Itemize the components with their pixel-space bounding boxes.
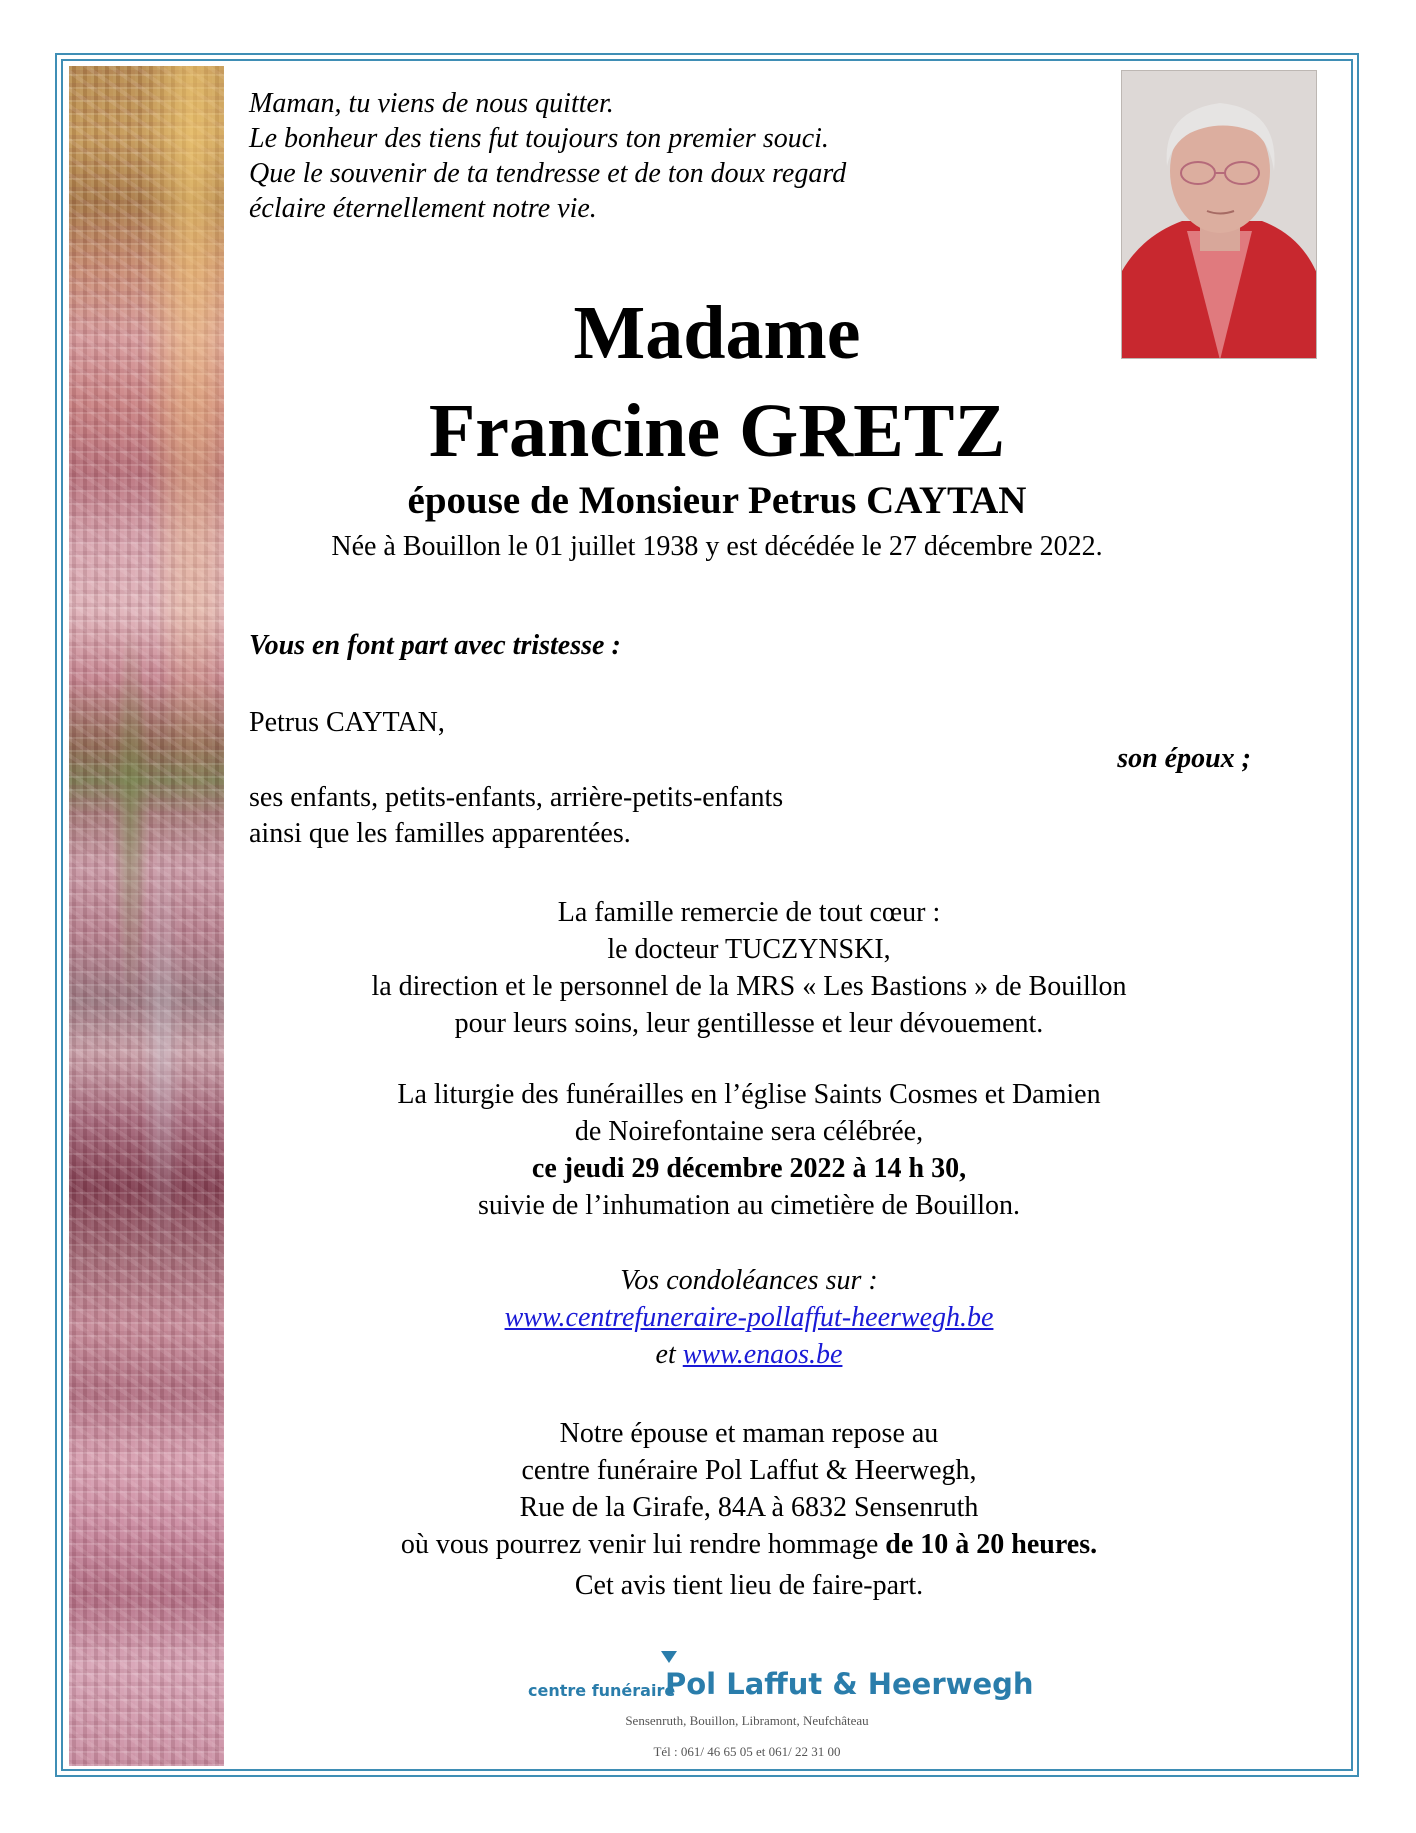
family-relatives: ainsi que les familles apparentées. <box>249 818 631 849</box>
liturgy-line: La liturgie des funérailles en l’église Saints Cosmes et Damien <box>397 1079 1101 1110</box>
poem-line: éclaire éternellement notre vie. <box>249 193 597 224</box>
deceased-dates: Née à Bouillon le 01 juillet 1938 y est décédée le 27 décembre 2022. <box>331 531 1103 562</box>
repose-line: où vous pourrez venir lui rendre hommage <box>400 1529 879 1560</box>
deceased-spouse: épouse de Monsieur Petrus CAYTAN <box>407 479 1027 522</box>
thanks-line: la direction et le personnel de la MRS « Les Bastions » de Bouillon <box>371 971 1127 1002</box>
logo-big-text: Pol Laffut & Heerwegh <box>665 1667 1034 1701</box>
condolences-link-enaos[interactable]: www.enaos.be <box>682 1339 843 1370</box>
poem-line: Le bonheur des tiens fut toujours ton premier souci. <box>249 123 829 154</box>
condolences-section <box>0 1262 1416 1373</box>
poem <box>249 86 846 226</box>
logo-small-text: centre funéraire <box>528 1681 676 1700</box>
family-husband: Petrus CAYTAN, <box>249 707 445 738</box>
family-children: ses enfants, petits-enfants, arrière-petits-enfants <box>249 782 784 813</box>
family-others <box>249 780 783 852</box>
logo-triangle-icon <box>661 1651 677 1663</box>
condolences-and: et <box>655 1339 676 1370</box>
thanks-line: pour leurs soins, leur gentillesse et leur dévouement. <box>454 1008 1044 1039</box>
repose-line: Notre épouse et maman repose au <box>559 1418 939 1449</box>
family-lead: Vous en font part avec tristesse : <box>249 630 621 661</box>
deceased-title: Madame <box>573 291 861 375</box>
family-husband-role: son époux ; <box>1117 743 1251 774</box>
thanks-line: le docteur TUCZYNSKI, <box>607 934 891 965</box>
poem-line: Maman, tu viens de nous quitter. <box>249 88 614 119</box>
liturgy-line: de Noirefontaine sera célébrée, <box>574 1116 924 1147</box>
repose-section <box>0 1415 1416 1563</box>
repose-line: Rue de la Girafe, 84A à 6832 Sensenruth <box>519 1492 979 1523</box>
thanks-section <box>0 894 1416 1042</box>
liturgy-line: suivie de l’inhumation au cimetière de Bouillon. <box>478 1190 1020 1221</box>
thanks-line: La famille remercie de tout cœur : <box>557 897 941 928</box>
poem-line: Que le souvenir de ta tendresse et de ton doux regard <box>249 158 847 189</box>
condolences-link-funeral-center[interactable]: www.centrefuneraire-pollaffut-heerwegh.be <box>504 1302 994 1333</box>
logo-phone: Tél : 061/ 46 65 05 et 061/ 22 31 00 <box>653 1744 841 1759</box>
repose-line: centre funéraire Pol Laffut & Heerwegh, <box>521 1455 977 1486</box>
condolences-heading: Vos condoléances sur : <box>620 1265 878 1296</box>
liturgy-section <box>0 1076 1416 1224</box>
logo-towns: Sensenruth, Bouillon, Libramont, Neufchâteau <box>625 1713 869 1728</box>
deceased-name: Francine GRETZ <box>428 389 1006 473</box>
notice: Cet avis tient lieu de faire-part. <box>574 1570 924 1601</box>
repose-hours: de 10 à 20 heures. <box>885 1529 1098 1560</box>
liturgy-date: ce jeudi 29 décembre 2022 à 14 h 30, <box>531 1153 967 1184</box>
